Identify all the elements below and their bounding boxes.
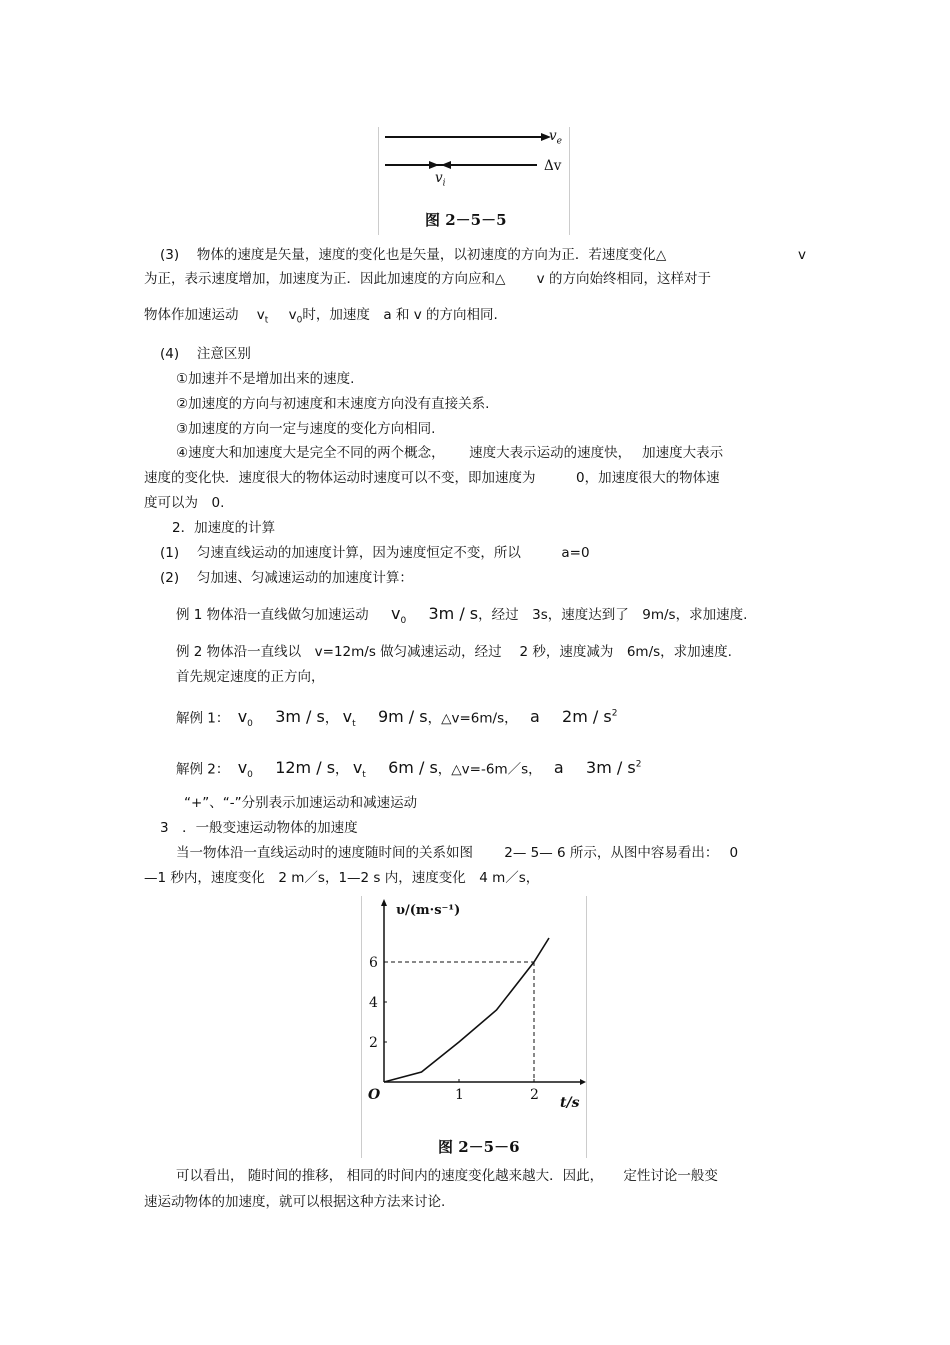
figure-2-5-6 xyxy=(361,896,587,1158)
sec3-p2-line2: 速运动物体的加速度，就可以根据这种方法来讨论. xyxy=(144,1194,446,1210)
solution1-a-value: $2m / s^2$ xyxy=(562,707,618,727)
solution2: 解例 2： $v_0$ 12m / s， $v_t$ 6m / s，△v=-6m／s， a $3m / s^2$ xyxy=(176,758,642,781)
sec2-p2: (2) 匀加速、匀减速运动的加速度计算： xyxy=(160,570,413,586)
solution2-a-value: $3m / s^2$ xyxy=(586,758,642,778)
solution1-dv: △v=6m/s xyxy=(441,710,505,727)
solution1: 解例 1： $v_0$ 3m / s， $v_t$ 9m / s，△v=6m/s， a $2m / s^2$ xyxy=(176,707,618,730)
origin-label: O xyxy=(368,1087,381,1103)
para4-item1: ①加速并不是增加出来的速度. xyxy=(176,371,355,387)
figure-2-5-5 xyxy=(378,127,570,235)
solution2-v0: $v_0$ xyxy=(237,758,253,781)
solution1-vt: $v_t$ xyxy=(342,707,356,730)
solution2-vt-value: 6m / s xyxy=(388,758,438,778)
para4-item4-line2: 速度的变化快．速度很大的物体运动时速度可以不变，即加速度为 0，加速度很大的物体速 xyxy=(144,470,720,486)
para3-v0: $v_0$ xyxy=(288,307,303,326)
para3-line1: (3) 物体的速度是矢量，速度的变化也是矢量，以初速度的方向为正．若速度变化△ xyxy=(160,247,667,263)
example1-end: ，经过 3s，速度达到了 9m/s，求加速度. xyxy=(478,607,748,623)
para4-item4-line1: ④速度大和加速度大是完全不同的两个概念， 速度大表示运动的速度快， 加速度大表示 xyxy=(176,445,724,461)
label-ve: $v_e$ xyxy=(549,128,562,147)
label-vi: $v_i$ xyxy=(435,170,446,189)
chart-caption: 图 2－5－6 xyxy=(438,1138,520,1156)
label-dv: Δv xyxy=(544,158,562,174)
example1-text: 例 1 物体沿一直线做匀加速运动 xyxy=(176,607,369,623)
para3-vt: $v_t$ xyxy=(256,307,269,326)
vi-arrow-head xyxy=(429,161,439,169)
solution2-v0-value: 12m / s xyxy=(275,758,336,778)
figure-caption: 图 2－5－5 xyxy=(425,211,507,229)
para4-item4-line3: 度可以为 0. xyxy=(144,495,225,511)
sec2-title: 2．加速度的计算 xyxy=(172,520,276,536)
para3-line3 xyxy=(144,306,498,330)
sec3-p1-line1: 当一物体沿一直线运动时的速度随时间的关系如图 2— 5— 6 所示，从图中容易看出： 0 xyxy=(176,845,739,861)
example1-value: 3m / s xyxy=(428,604,479,623)
para4-item2: ②加速度的方向与初速度和末速度方向没有直接关系. xyxy=(176,396,490,412)
example2: 例 2 物体沿一直线以 v=12m/s 做匀减速运动，经过 2 秒，速度减为 6m/s，求加速度. xyxy=(176,644,732,660)
y-tick-label: 2 xyxy=(369,1035,378,1051)
y-tick-label: 6 xyxy=(369,955,378,971)
para3-line2: 为正，表示速度增加，加速度为正．因此加速度的方向应和△ v 的方向始终相同，这样对于 xyxy=(144,271,711,287)
example2-note: 首先规定速度的正方向， xyxy=(176,669,325,685)
sec3-p2-line1: 可以看出， 随时间的推移， 相同的时间内的速度变化越来越大．因此， 定性讨论一般变 xyxy=(176,1168,718,1184)
sign-note: “+”、“-”分别表示加速运动和减速运动 xyxy=(184,795,418,811)
para4-item3: ③加速度的方向一定与速度的变化方向相同. xyxy=(176,421,436,437)
velocity-curve xyxy=(384,938,549,1082)
sec3-p1-line2: —1 秒内，速度变化 2 m／s，1—2 s 内，速度变化 4 m／s， xyxy=(144,870,540,886)
para3-line3-text: 物体作加速运动 xyxy=(144,307,239,323)
solution1-label: 解例 1： xyxy=(176,710,230,727)
solution1-v0: $v_0$ xyxy=(237,707,253,730)
x-tick-label: 1 xyxy=(455,1087,464,1103)
solution2-label: 解例 2： xyxy=(176,761,230,778)
para3-line3-end: 时，加速度 a 和 v 的方向相同. xyxy=(302,307,498,323)
example1 xyxy=(176,605,747,630)
x-tick-label: 2 xyxy=(530,1087,539,1103)
y-axis-arrow xyxy=(381,899,387,906)
dv-arrow-head xyxy=(441,161,451,169)
solution2-a: a xyxy=(553,758,564,778)
solution1-vt-value: 9m / s xyxy=(377,707,428,727)
example1-v0: $v_0$ xyxy=(390,604,407,627)
velocity-time-chart xyxy=(362,896,586,1158)
x-axis-label: t/s xyxy=(560,1095,580,1111)
y-axis-label: υ/(m·s⁻¹) xyxy=(396,903,461,918)
solution1-a: a xyxy=(529,707,540,727)
x-axis-arrow xyxy=(580,1079,586,1085)
solution2-dv: △v=-6m／s xyxy=(451,761,529,778)
sec2-p1: (1) 匀速直线运动的加速度计算，因为速度恒定不变，所以 a=0 xyxy=(160,545,590,561)
solution2-vt: $v_t$ xyxy=(352,758,366,781)
para4-title: (4) 注意区别 xyxy=(160,346,251,362)
para3-line1-v: v xyxy=(798,247,806,263)
sec3-title: 3 ．一般变速运动物体的加速度 xyxy=(160,820,358,836)
y-tick-label: 4 xyxy=(369,995,378,1011)
solution1-v0-value: 3m / s xyxy=(275,707,325,727)
